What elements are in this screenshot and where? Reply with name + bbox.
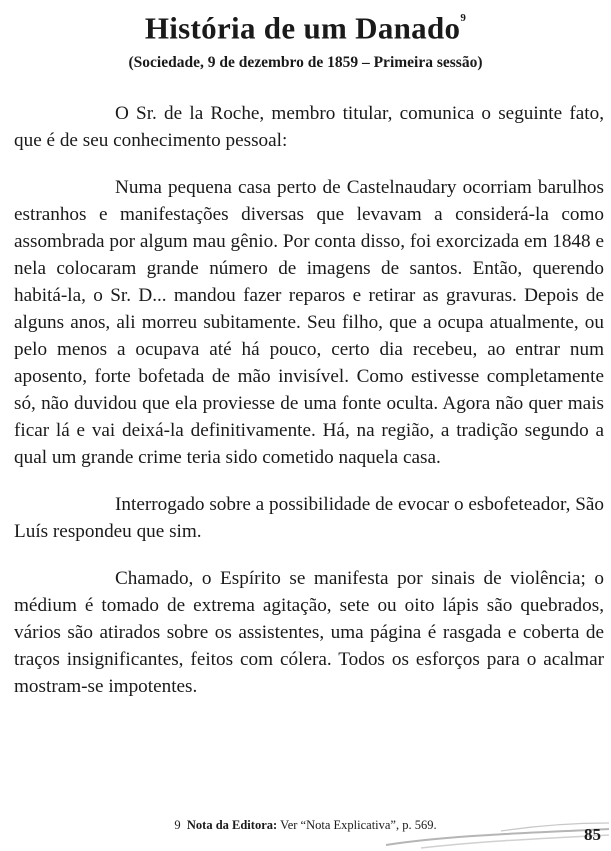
paragraph-1: O Sr. de la Roche, membro titular, comunica o seguinte fato, que é de seu conhecimento pessoal:: [14, 103, 604, 151]
body-text: [14, 100, 604, 700]
chapter-title-text: História de um Danado: [144, 10, 461, 46]
paragraph-2: Numa pequena casa perto de Castelnaudary ocorriam barulhos estranhos e manifestações diversas que levavam a considerá-la como assombrada por algum mau gênio. Por conta disso, foi exorcizada em 1848 e nela colocaram grande número de imagens de santos. Então, querendo habitá-la, o Sr. D... mandou fazer reparos e retirar as gravuras. Depois de alguns anos, ali morreu subitamente. Seu filho, que a ocupa atualmente, ou pelo menos a ocupava até há pouco, certo dia recebeu, ao entrar num aposento, forte bofetada de mão invisível. Como estivesse completamente só, não duvidou que ela proviesse de uma fonte oculta. Agora não quer mais ficar lá e vai deixá-la definitivamente. Há, na região, a tradição segundo a qual um grande crime teria sido cometido naquela casa.: [14, 177, 604, 468]
footnote-label: Nota da Editora:: [186, 818, 278, 832]
chapter-title: [0, 4, 611, 48]
paragraph-3: Interrogado sobre a possibilidade de evocar o esbofeteador, São Luís respondeu que sim.: [14, 494, 604, 542]
paragraph-4: Chamado, o Espírito se manifesta por sinais de violência; o médium é tomado de extrema agitação, sete ou oito lápis são quebrados, vários são atirados sobre os assistentes, uma página é rasgada e coberta de traços insignificantes, feitos com cólera. Todos os esforços para o acalmar mostram-se impotentes.: [14, 568, 604, 697]
footnote-text: Ver “Nota Explicativa”, p. 569.: [280, 818, 437, 832]
footnote-ref[interactable]: 9: [460, 12, 467, 24]
chapter-subtitle: (Sociedade, 9 de dezembro de 1859 – Primeira sessão): [128, 54, 483, 71]
decorative-swoosh-icon: [381, 821, 611, 851]
footnote-number: 9: [174, 818, 181, 832]
page-number: 85: [584, 825, 601, 844]
